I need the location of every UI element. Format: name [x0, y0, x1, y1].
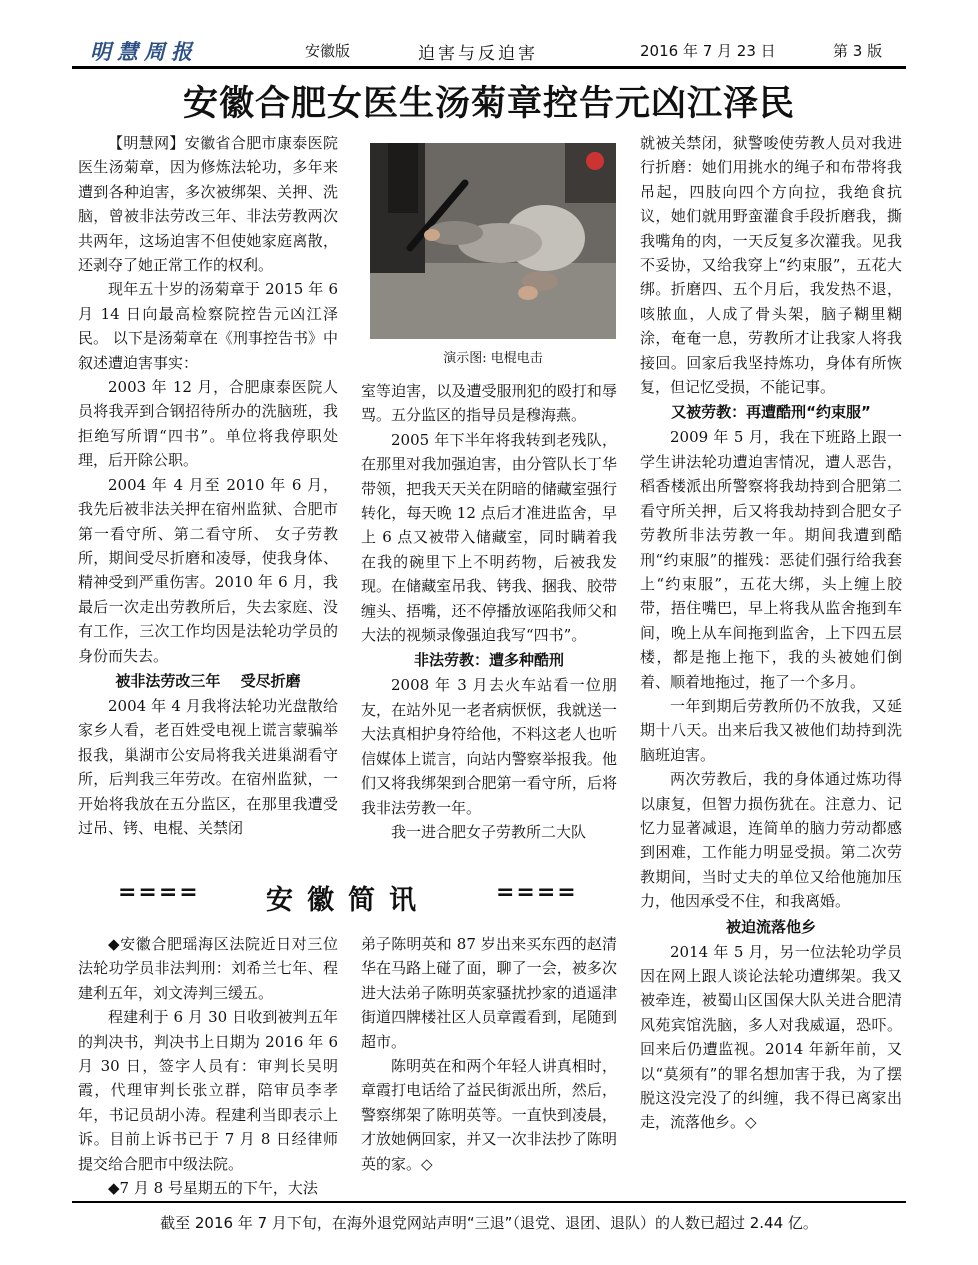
brief-paragraph: 陈明英在和两个年轻人讲真相时，章霞打电话给了益民街派出所，然后，警察绑架了陈明英等。一直快到凌晨，才放她俩回家，并又一次非法抄了陈明英的家。◇ — [361, 1057, 617, 1173]
footer-notice: 截至 2016 年 7 月下旬，在海外退党网站声明“三退”（退党、退团、退队）的人数已超过 2.44 亿。 — [160, 1214, 818, 1232]
article-paragraph: 2014 年 5 月，另一位法轮功学员因在网上跟人谈论法轮功遭绑架。我又被牵连，被蜀山区国保大队关进合肥清风苑宾馆洗脑，多人对我威逼，恐吓。回来后仍遭监视。2014 年新年前，又以“莫须有”的罪名想加害于我，为了摆脱这没完没了的纠缠，我不得已离家出走，流落他乡。◇ — [640, 942, 902, 1132]
article-paragraph: 我一进合肥女子劳教所二大队 — [391, 822, 587, 841]
page-number: 第 3 版 — [833, 42, 883, 60]
article-column-3 — [640, 131, 902, 1135]
article-paragraph: 2008 年 3 月去火车站看一位朋友，在站外见一老者病恹恹，我就送一大法真相护身符给他，不料这老人也听信媒体上谎言，向站内警察举报我。他们又将我绑架到合肥第一看守所，后将我非法劳教一年。 — [361, 676, 617, 817]
article-paragraph: 就被关禁闭，狱警唆使劳教人员对我进行折磨：她们用挑水的绳子和布带将我吊起，四肢向四个方向拉，我绝食抗议，她们就用野蛮灌食手段折磨我，撕我嘴角的肉，一天反复多次灌我。见我不妥协，又给我穿上“约束服”，五花大绑。折磨四、五个月后，我发热不退，咳脓血，人成了骨头架，脑子糊里糊涂，奄奄一息，劳教所才让我家人将我接回。回家后我坚持炼功，身体有所恢复，但记忆受损，不能记事。 — [640, 134, 902, 397]
brief-paragraph: ◆7 月 8 号星期五的下午，大法 — [108, 1179, 318, 1198]
article-paragraph: 2009 年 5 月，我在下班路上跟一学生讲法轮功遭迫害情况，遭人恶告，稻香楼派出所警察将我劫持到合肥第二看守所关押，后又将我劫持到合肥女子劳教所非法劳教一年。期间我遭到酷刑“约束服”的摧残：恶徒们强行给我套上“约束服”，五花大绑，头上缠上胶带，捂住嘴巴，早上将我从监舍拖到车间，晚上从车间拖到监舍，上下四五层楼，都是拖上拖下，我的头被她们倒着、顺着地拖过，拖了一个多月。 — [640, 428, 902, 691]
page-header — [0, 0, 978, 70]
article-paragraph: 【明慧网】安徽省合肥市康泰医院医生汤菊章，因为修炼法轮功，多年来遭到各种迫害，多次被绑架、关押、洗脑，曾被非法劳改三年、非法劳教两次共两年，这场迫害不但使她家庭离散，还剥夺了她正常工作的权利。 — [78, 134, 338, 275]
section-label: 迫害与反迫害 — [418, 44, 538, 64]
masthead-logo: 明慧周报 — [90, 40, 198, 64]
person-beaten-photo-icon — [370, 143, 616, 339]
brief-section-title — [118, 880, 618, 916]
article-paragraph: 2003 年 12 月，合肥康泰医院人员将我弄到合钢招待所办的洗脑班，我拒绝写所谓“四书”。单位将我停职处理，后开除公职。 — [78, 378, 338, 470]
section-heading: 非法劳教：遭多种酷刑 — [413, 651, 564, 670]
article-headline: 安徽合肥女医生汤菊章控告元凶江泽民 — [182, 84, 795, 124]
article-paragraph: 2004 年 4 月至 2010 年 6 月，我先后被非法关押在宿州监狱、合肥市第一看守所、第二看守所、 女子劳教所，期间受尽折磨和凌辱，使我身体、精神受到严重伤害。2010 年 6 月，我最后一次走出劳教所后，失去家庭、没有工作，三次工作均因是法轮功学员的身份而失去。 — [78, 475, 338, 665]
article-paragraph: 现年五十岁的汤菊章于 2015 年 6 月 14 日向最高检察院控告元凶江泽民。 以下是汤菊章在《刑事控告书》中叙述遭迫害事实： — [78, 280, 338, 372]
brief-paragraph: 程建利于 6 月 30 日收到被判五年的判决书，判决书上日期为 2016 年 6 月 30 日，签字人员有：审判长吴明霞，代理审判长张立群，陪审员李孝年，书记员胡小涛。程建利当即表示上诉。目前上诉书已于 7 月 8 日经律师提交给合肥市中级法院。 — [78, 1008, 338, 1173]
brief-column-1 — [78, 932, 338, 1200]
title-decoration-left: ==== — [118, 880, 200, 905]
photo-caption: 演示图: 电棍电击 — [443, 351, 543, 366]
article-paragraph: 两次劳教后，我的身体通过炼功得以康复，但智力损伤犹在。注意力、记忆力显著减退，连简单的脑力劳动都感到困难，工作能力明显受损。第二次劳教期间，当时丈夫的单位又给他施加压力，他因承受不住，和我离婚。 — [640, 770, 902, 911]
brief-paragraph: ◆安徽合肥瑶海区法院近日对三位法轮功学员非法判刑：刘希兰七年、程建利五年，刘文涛判三缓五。 — [78, 935, 338, 1002]
section-heading: 被迫流落他乡 — [725, 917, 816, 936]
article-paragraph: 室等迫害，以及遭受服刑犯的殴打和辱骂。五分监区的指导员是穆海燕。 — [361, 382, 617, 425]
article-paragraph: 一年到期后劳教所仍不放我，又延期十八天。出来后我又被他们劫持到洗脑班迫害。 — [640, 696, 902, 764]
brief-paragraph: 弟子陈明英和 87 岁出来买东西的赵清华在马路上碰了面，聊了一会，被多次进大法弟子陈明英家骚扰抄家的逍遥津街道四牌楼社区人员章霞看到，尾随到超市。 — [361, 935, 617, 1051]
edition-label: 安徽版 — [305, 42, 351, 60]
article-column-1 — [78, 131, 338, 840]
title-decoration-right: ==== — [496, 880, 578, 905]
header-rule — [72, 66, 906, 69]
section-heading: 被非法劳改三年 受尽折磨 — [115, 671, 301, 690]
section-heading: 又被劳教：再遭酷刑“约束服” — [671, 403, 871, 422]
article-paragraph: 2005 年下半年将我转到老残队，在那里对我加强迫害，由分管队长丁华带领，把我天天关在阴暗的储藏室强行转化，每天晚 12 点后才准进监舍，早上 6 点又被带入储藏室，同时瞒着我在我的碗里下上不明药物，后被我发现。在储藏室吊我、铐我、捆我、胶带缠头、捂嘴，还不停播放诬陷我师父和大法的视频录像强迫我写“四书”。 — [361, 430, 617, 645]
brief-title-text: 安徽简讯 — [266, 885, 430, 916]
brief-column-2 — [361, 932, 617, 1176]
footer-rule — [72, 1201, 906, 1203]
illustration-photo — [370, 143, 616, 339]
issue-date: 2016 年 7 月 23 日 — [640, 42, 776, 60]
article-column-2 — [361, 379, 617, 844]
article-paragraph: 2004 年 4 月我将法轮功光盘散给家乡人看，老百姓受电视上谎言蒙骗举报我，巢湖市公安局将我关进巢湖看守所，后判我三年劳改。在宿州监狱，一开始将我放在五分监区，在那里我遭受过吊、铐、电棍、关禁闭 — [78, 696, 338, 837]
